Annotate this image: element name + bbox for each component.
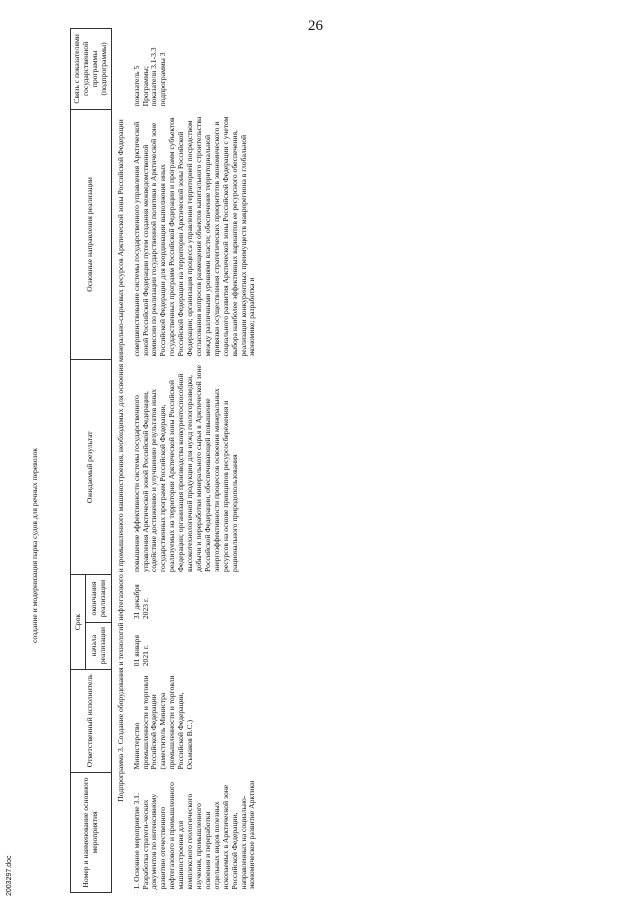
link-cell: показатель 5 Программы; показатели 3.1-3.3 подпрограммы 3 [131, 47, 168, 107]
header-number-name: Номер и наименование основного мероприятия [71, 772, 112, 892]
row-number: 1. [131, 883, 141, 890]
rotated-table-page [30, 28, 630, 893]
subprogram-title: Подпрограмма 3. Создание оборудования и технологий нефтегазового и промышленного машиностроения, необходимых для освоения минерально-сырьевых ресурсов Арктической зоны Российской Федерации [115, 119, 125, 802]
table-row [131, 29, 260, 893]
header-responsible: Ответственный исполнитель [71, 669, 112, 772]
program-table [70, 28, 259, 893]
responsible-cell: Министерство промышленности и торговли Российской Федерации (заместитель Министра промышленности и торговли Российской Федерации, Осьмаков В.С.) [131, 675, 195, 770]
event-name-cell [131, 772, 260, 892]
header-result: Ожидаемый результат [71, 360, 112, 575]
header-start: начала реализации [86, 622, 111, 669]
start-cell: 01 января 2021 г. [131, 635, 150, 667]
directions-cell: совершенствование системы государственного управления Арктической зоной Российской Федерации путем создания межведомственной комиссии по реализации государственной политики в Арктической зоне Российской Федерации для координации выполнения иных государственных программ Российской Федерации и программ субъектов Российской Федерации на территории Арктической зоны Российской Федерации; организация процесса управления территорией посредством согласования вопросов размещения объектов капитального строительства между различными уровнями власти; обеспечение территориальной привязки осуществления стратегических приоритетов экономического и социального развития Арктической зоны Российской Федерации с учетом выбора наиболее эффективных вариантов ее ресурсного обеспечения, реализации конкурентных преимуществ макрорегиона в глобальной экономике; разработка и [131, 116, 257, 357]
page-number: 26 [308, 18, 323, 34]
document-id: 2003297.doc [6, 855, 13, 896]
end-cell: 31 декабря 2023 г. [131, 584, 150, 620]
header-directions: Основные направления реализации [71, 109, 112, 359]
header-term: Срок [71, 575, 86, 669]
header-end: окончания реализации [86, 575, 111, 622]
continuation-note: создание и модернизация парка судов для речных перевозок [30, 448, 39, 643]
header-link: Связь с показателями государственной программы (подпрограммы) [71, 29, 112, 110]
event-name: Основное мероприятие 3.1. Разработка стратеги-ческих документов по интенсивному развитию отечественного нефтегазового и промышленного машиностроения для комплексного геологического изучения, промышленного освоения и переработки отдельных видов полезных ископаемых в Арктической зоне Российской Федерации, направленных на социально-экономическое развитие Арктики [131, 780, 257, 890]
result-cell: повышение эффективности системы государственного управления Арктической зоной Российской Федерации, содействие достижению и улучшению результатов иных государственных программ Российской Федерации, реализуемых на территории Арктической зоны Российской Федерации; организация производства конкурентоспособной высокотехнологичной продукции для нужд геологоразведки, добычи и переработки минерального сырья в Арктической зоне Российской Федерации, обеспечивающей повышение энергоэффективности процессов освоения минеральных ресурсов на основе принципов ресурсосбережения и рационального природопользования [131, 365, 239, 572]
